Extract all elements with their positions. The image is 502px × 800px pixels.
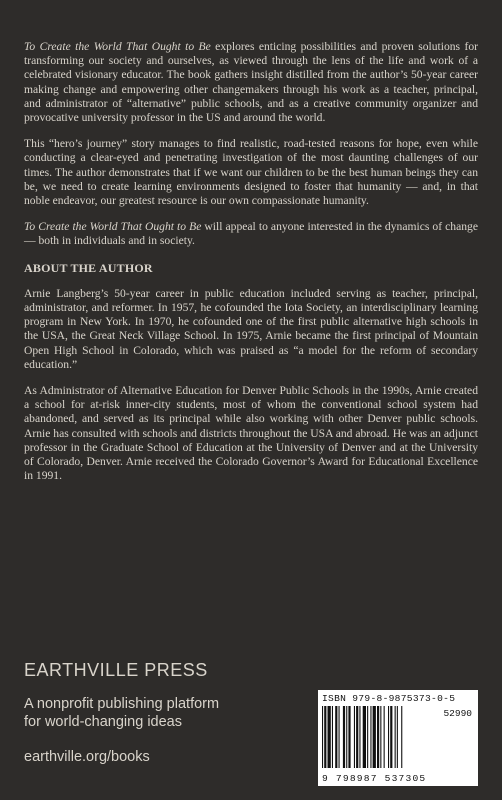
barcode-bar bbox=[324, 706, 326, 768]
barcode-bar bbox=[397, 706, 398, 768]
book-title-italic: To Create the World That Ought to Be bbox=[24, 40, 211, 53]
barcode-bar bbox=[390, 706, 392, 768]
isbn-barcode bbox=[318, 690, 478, 786]
barcode-bar bbox=[354, 706, 355, 768]
barcode-bar bbox=[339, 706, 340, 768]
about-author-heading: ABOUT THE AUTHOR bbox=[24, 260, 153, 275]
barcode-bar bbox=[367, 706, 368, 768]
barcode-bar bbox=[395, 706, 396, 768]
barcode-bars bbox=[322, 706, 434, 768]
barcode-bar bbox=[384, 706, 385, 768]
barcode-bar bbox=[328, 706, 331, 768]
blurb-paragraph-3-text: will appeal to anyone interested in the dynamics of change — both in individuals and in society. bbox=[24, 220, 478, 248]
barcode-bar bbox=[335, 706, 337, 768]
isbn-label: ISBN 979-8-9875373-0-5 bbox=[322, 693, 456, 704]
barcode-number: 9 798987 537305 bbox=[322, 773, 427, 784]
barcode-bar bbox=[377, 706, 379, 768]
barcode-bar bbox=[388, 706, 389, 768]
barcode-bar bbox=[343, 706, 345, 768]
publisher-name: EARTHVILLE PRESS bbox=[24, 660, 208, 680]
barcode-bar bbox=[346, 706, 347, 768]
barcode-bar bbox=[370, 706, 371, 768]
barcode-bar bbox=[332, 706, 333, 768]
tagline-line-1: A nonprofit publishing platform bbox=[24, 696, 220, 712]
barcode-bar bbox=[363, 706, 366, 768]
barcode-bar bbox=[322, 706, 323, 768]
blurb-paragraph-1 bbox=[24, 40, 478, 125]
about-paragraph-1: Arnie Langberg’s 50-year career in public education included serving as teacher, principal, administrator, and reformer. In 1957, he cofounded the Iota Society, an interdisciplinary learning program in New York. In 1970, he cofounded one of the first public alternative high schools in the USA, the Great Neck Village School. In 1975, Arnie became the first principal of Mountain Open High School in Colorado, which was praised as “a model for the reform of secondary education.” bbox=[24, 286, 478, 371]
price-code: 52990 bbox=[443, 708, 472, 719]
tagline-line-2: for world-changing ideas bbox=[24, 714, 182, 730]
blurb-paragraph-2: This “hero’s journey” story manages to find realistic, road-tested reasons for hope, even while conducting a clear-eyed and penetrating investigation of the most daunting challenges of our times. The author demonstrates that if we want our children to be the best human beings they can be, we need to create learning environments designed to foster that humanity — and, in that noble endeavor, our greatest resource is our own compassionate humanity. bbox=[24, 137, 478, 208]
publisher-tagline bbox=[24, 695, 324, 731]
book-title-italic: To Create the World That Ought to Be bbox=[24, 220, 202, 234]
barcode-bar bbox=[348, 706, 350, 768]
publisher-block bbox=[24, 660, 324, 765]
barcode-bar bbox=[373, 706, 376, 768]
barcode-bar bbox=[359, 706, 360, 768]
barcode-bar bbox=[401, 706, 402, 768]
publisher-url[interactable]: earthville.org/books bbox=[24, 749, 150, 765]
barcode-bar bbox=[356, 706, 358, 768]
blurb-paragraph-3 bbox=[24, 220, 478, 248]
barcode-bar bbox=[380, 706, 381, 768]
blurb-paragraph-1-text: explores enticing possibilities and proven solutions for transforming our society and ourselves, as viewed through the lens of the life and work of a celebrated visionary educator. The book gathers insight distilled from the author’s 50-year career making change and empowering other changemakers through his work as a teacher, principal, and administrator of “alternative” public schools, and as a creative community organizer and provocative university professor in the US and around the world. bbox=[24, 40, 478, 125]
about-paragraph-2: As Administrator of Alternative Education for Denver Public Schools in the 1990s, Arnie created a school for at-risk inner-city students, most of whom the conventional school system had abandoned, and served as its principal while also working with other Denver public schools. Arnie has consulted with schools and districts throughout the USA and abroad. He was an adjunct professor in the Graduate School of Education at the University of Denver and at the University of Colorado, Denver. Arnie received the Colorado Governor’s Award for Educational Excellence in 1991. bbox=[24, 384, 479, 483]
book-description bbox=[24, 40, 478, 495]
